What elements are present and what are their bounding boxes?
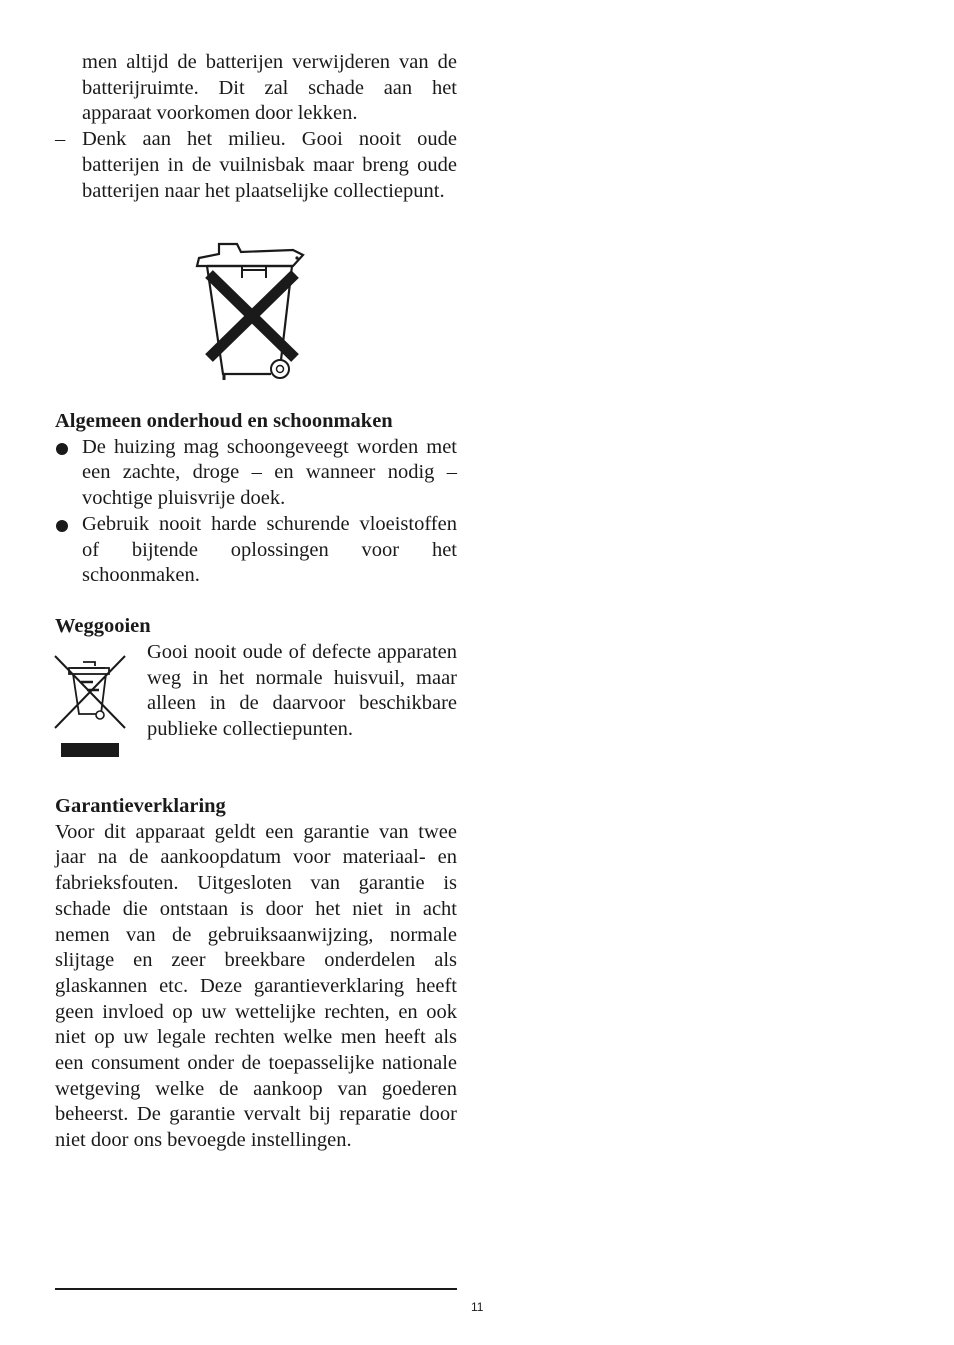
disposal-text: Gooi nooit oude of defecte apparaten weg in het normale huisvuil, maar alleen in de daarvoor beschikbare publieke collectiepunten. <box>147 641 457 741</box>
footer-rule <box>55 1288 457 1290</box>
page-number: 11 <box>471 1300 484 1314</box>
list-item-text: Gebruik nooit harde schurende vloeistoffen of bijtende oplossingen voor het schoonmaken. <box>82 512 457 587</box>
environment-list-item <box>55 127 457 204</box>
battery-section <box>55 50 457 204</box>
disposal-heading: Weggooien <box>55 615 151 637</box>
weee-crossed-bin-icon <box>53 654 127 760</box>
list-item <box>55 512 457 589</box>
maintenance-heading: Algemeen onderhoud en schoonmaken <box>55 410 393 432</box>
warranty-text: Voor dit apparaat geldt een garantie van twee jaar na de aankoopdatum voor materiaal- en fabrieksfouten. Uitgesloten van garantie is schade die ontstaan is door het niet in acht nemen van de gebruiksaanwijzing, normale slijtage en zeer breekbare onderdelen als glaskannen etc. Deze garantieverklaring heeft geen invloed op uw wettelijke rechten, en ook niet op uw legale rechten welke men heeft als een consument onder de toepasselijke nationale wetgeving welke de aankoop van goederen beheerst. De garantie vervalt bij reparatie door niet door ons bevoegde instellingen. <box>55 820 457 1152</box>
warranty-heading: Garantieverklaring <box>55 795 226 817</box>
maintenance-section <box>55 409 457 589</box>
warranty-section <box>55 794 457 1154</box>
bullet-icon <box>56 443 68 455</box>
list-item <box>55 435 457 512</box>
battery-continuation-text: men altijd de batterijen verwijderen van de batterijruimte. Dit zal schade aan het apparaat voorkomen door lekken. <box>82 51 457 125</box>
crossed-out-wheelie-bin-icon <box>193 240 308 382</box>
list-item-text: De huizing mag schoongeveegt worden met een zachte, droge – en wanneer nodig – vochtige pluisvrije doek. <box>82 435 457 510</box>
disposal-section <box>55 614 457 640</box>
environment-text: Denk aan het milieu. Gooi nooit oude batterijen in de vuilnisbak maar breng oude batterijen naar het plaatselijke collectiepunt. <box>82 128 457 202</box>
dash-marker: – <box>55 128 66 151</box>
bullet-icon <box>56 520 68 532</box>
